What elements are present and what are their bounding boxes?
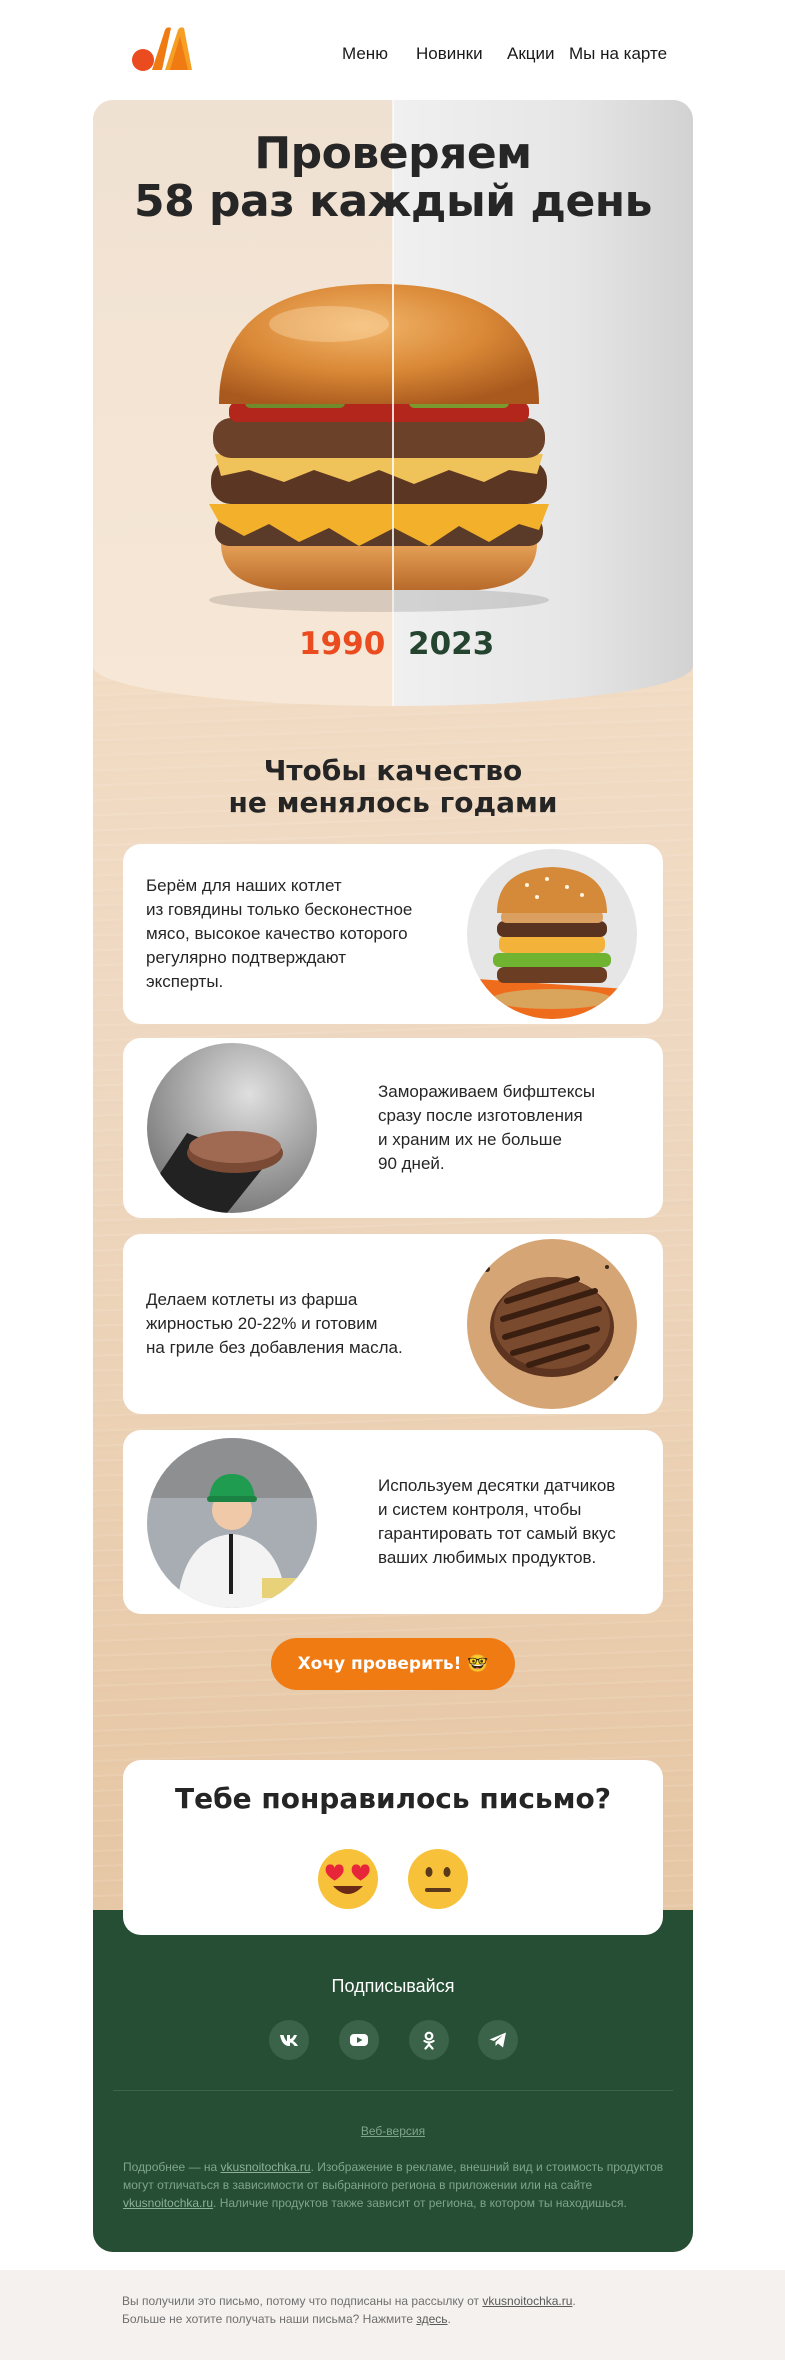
inspector-photo xyxy=(147,1438,317,1608)
burger-comparison-image xyxy=(189,284,569,614)
hero-banner xyxy=(93,100,693,706)
legal-site-link-2[interactable]: vkusnoitochka.ru xyxy=(123,2196,214,2210)
feature-text-control: Используем десятки датчиков и систем контроля, чтобы гарантировать тот самый вкус ваших любимых продуктов. xyxy=(378,1476,616,1567)
nav-link-map[interactable]: Мы на карте xyxy=(569,44,668,63)
hero-title xyxy=(93,130,693,226)
unsubscribe-bar xyxy=(0,2270,785,2360)
feature-text-beef: Берём для наших котлет из говядины только бесконестное мясо, высокое качество которого регулярно подтверждают эксперты. xyxy=(146,876,413,991)
web-version-link[interactable]: Веб-версия xyxy=(360,2124,426,2138)
neutral-face-emoji[interactable] xyxy=(407,1848,469,1910)
burger-photo xyxy=(467,849,637,1019)
feature-card-control xyxy=(123,1430,663,1614)
grilled-patty-photo xyxy=(467,1239,637,1409)
check-quality-button[interactable]: Хочу проверить! 🤓 xyxy=(271,1638,515,1690)
telegram-icon[interactable] xyxy=(478,2020,518,2060)
odnoklassniki-icon[interactable] xyxy=(409,2020,449,2060)
feature-text-freeze: Замораживаем бифштексы сразу после изготовления и храним их не больше 90 дней. xyxy=(378,1082,596,1173)
email-card xyxy=(93,100,693,2252)
footer xyxy=(93,1910,693,2252)
subscribe-label: Подписывайся xyxy=(331,1976,455,1996)
hero-title-line2: 58 раз каждый день xyxy=(133,176,653,227)
feedback-card xyxy=(123,1760,663,1935)
legal-site-link-1[interactable]: vkusnoitochka.ru xyxy=(220,2160,311,2174)
youtube-icon[interactable] xyxy=(339,2020,379,2060)
subscription-site-link[interactable]: vkusnoitochka.ru xyxy=(482,2294,573,2308)
quality-title-line1: Чтобы качество xyxy=(263,754,523,787)
patty-on-spatula-photo xyxy=(147,1043,317,1213)
year-2023-label: 2023 xyxy=(408,626,495,662)
hero-title-line1: Проверяем xyxy=(254,128,532,179)
vk-icon[interactable] xyxy=(269,2020,309,2060)
quality-section-title xyxy=(93,755,693,819)
subscription-notice: Вы получили это письмо, потому что подписаны на рассылку от vkusnoitochka.ru. xyxy=(122,2294,576,2308)
brand-logo[interactable] xyxy=(132,26,192,72)
feature-card-freeze xyxy=(123,1038,663,1218)
quality-title-line2: не менялось годами xyxy=(228,786,558,819)
heart-eyes-emoji[interactable] xyxy=(317,1848,379,1910)
footer-divider xyxy=(113,2090,673,2091)
nav-link-menu[interactable]: Меню xyxy=(342,44,388,63)
nav-link-new[interactable]: Новинки xyxy=(416,44,483,63)
feature-card-beef xyxy=(123,844,663,1024)
feedback-title: Тебе понравилось письмо? xyxy=(174,1782,611,1815)
unsubscribe-notice: Больше не хотите получать наши письма? Нажмите здесь. xyxy=(122,2312,451,2326)
nav-link-promotions[interactable]: Акции xyxy=(507,44,555,63)
header xyxy=(0,0,785,100)
feature-card-grill xyxy=(123,1234,663,1414)
feature-text-grill: Делаем котлеты из фарша жирностью 20-22% и готовим на гриле без добавления масла. xyxy=(146,1290,403,1357)
year-1990-label: 1990 xyxy=(299,626,386,662)
unsubscribe-link[interactable]: здесь xyxy=(416,2312,448,2326)
legal-text: Подробнее — на vkusnoitochka.ru. Изображение в рекламе, внешний вид и стоимость продуктов могут отличаться в зависимости от выбранного региона в приложении или на сайте vkusnoitochka.ru. Наличие продуктов также зависит от региона, в котором ты находишься. xyxy=(123,2160,664,2210)
